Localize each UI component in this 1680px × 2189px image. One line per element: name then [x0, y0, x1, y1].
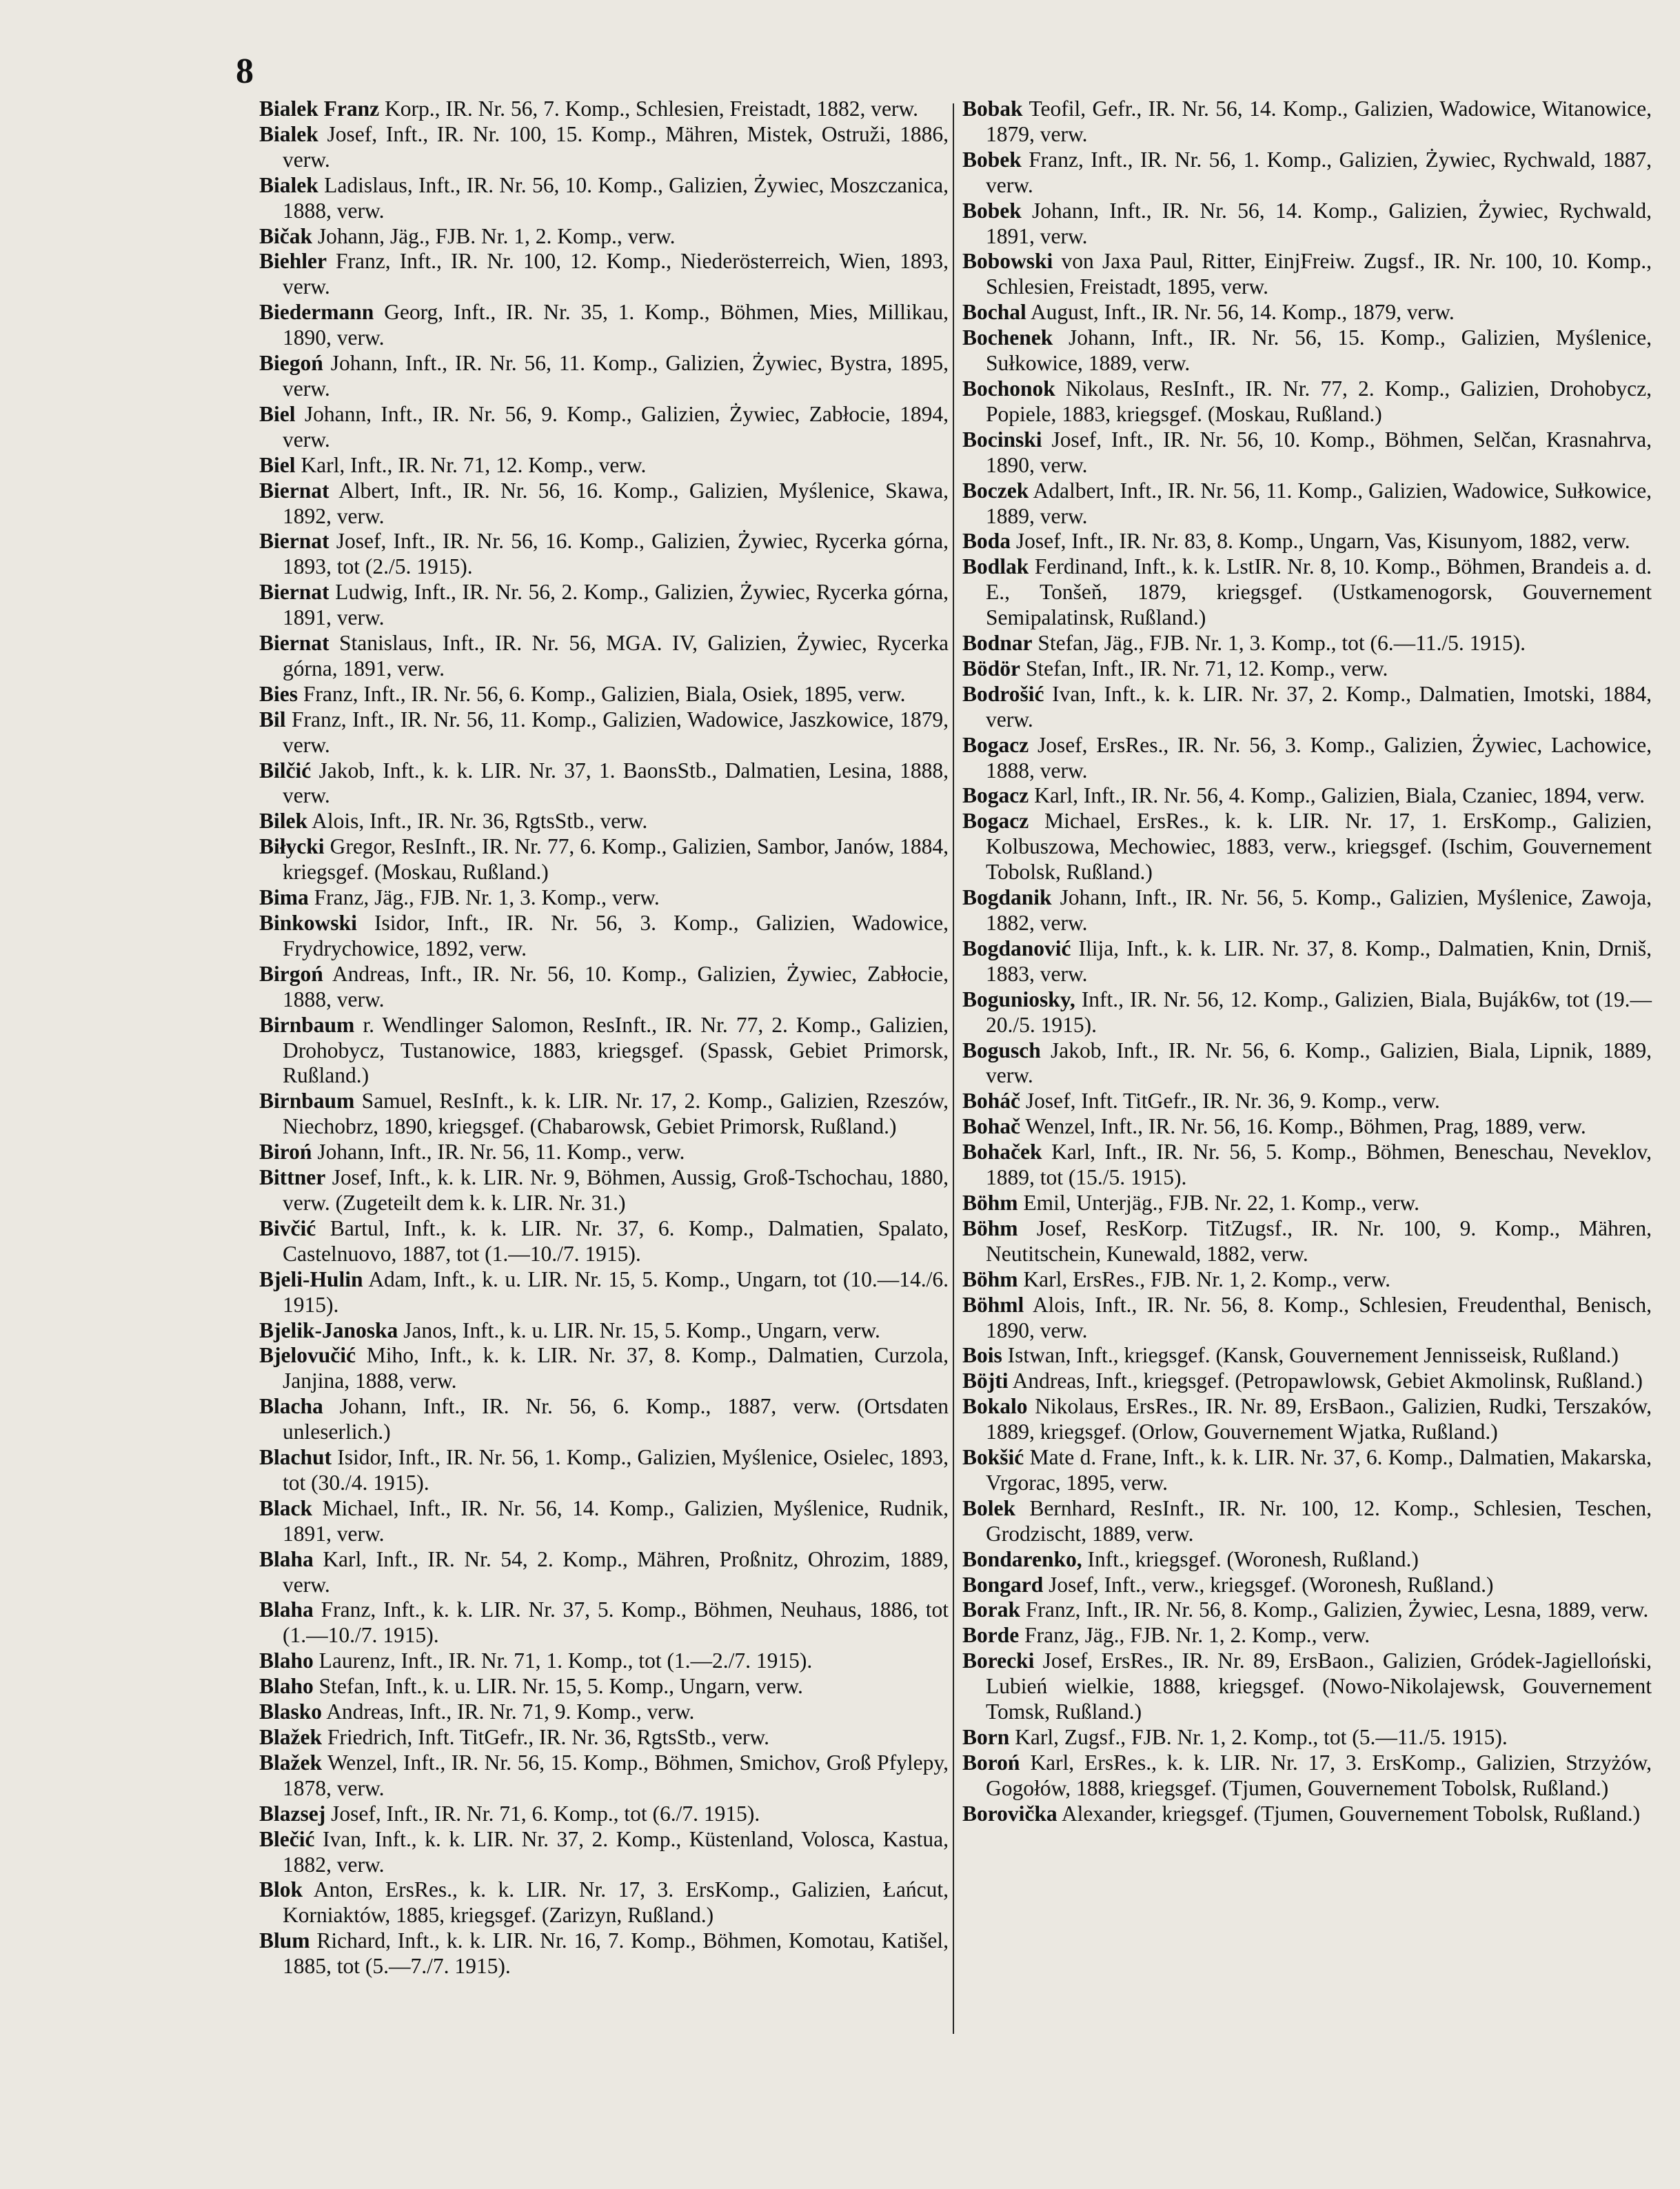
- entry-text: Friedrich, Inft. TitGefr., IR. Nr. 36, RgtsStb., verw.: [327, 1725, 769, 1749]
- entry-name: Bobek: [962, 147, 1022, 172]
- list-item: [962, 1293, 1652, 1344]
- list-item: [962, 631, 1652, 656]
- list-item: [962, 1445, 1652, 1496]
- list-item: [259, 631, 949, 682]
- entry-text: Adalbert, Inft., IR. Nr. 56, 11. Komp., Galizien, Wadowice, Sułkowice, 1889, verw.: [986, 478, 1652, 528]
- entry-text: Ferdinand, Inft., k. k. LstIR. Nr. 8, 10. Komp., Böhmen, Brandeis a. d. E., Tonšeň, 1879, kriegsgef. (Ustkamenogorsk, Gouvernement Semipalatinsk, Rußland.): [986, 554, 1652, 630]
- entry-name: Blečić: [259, 1826, 315, 1851]
- entry-text: Karl, Inft., IR. Nr. 56, 4. Komp., Galizien, Biala, Czaniec, 1894, verw.: [1034, 783, 1645, 808]
- entry-text: Ivan, Inft., k. k. LIR. Nr. 37, 2. Komp., Dalmatien, Imotski, 1884, verw.: [986, 681, 1652, 732]
- entry-name: Boháč: [962, 1089, 1021, 1113]
- list-item: [259, 1597, 949, 1648]
- entry-name: Bois: [962, 1343, 1002, 1368]
- entry-text: Josef, ErsRes., IR. Nr. 89, ErsBaon., Galizien, Gródek-Jagielloński, Lubień wielkie, 1888, kriegsgef. (Nowo-Nikolajewsk, Gouvernement Tomsk, Rußland.): [986, 1648, 1652, 1724]
- list-item: [259, 224, 949, 250]
- entry-text: Nikolaus, ResInft., IR. Nr. 77, 2. Komp., Galizien, Drohobycz, Popiele, 1883, kriegsgef. (Moskau, Rußland.): [986, 376, 1652, 426]
- entry-text: Jakob, Inft., IR. Nr. 56, 6. Komp., Galizien, Biala, Lipnik, 1889, verw.: [986, 1038, 1652, 1088]
- entry-text: Johann, Inft., IR. Nr. 56, 5. Komp., Galizien, Myślenice, Zawoja, 1882, verw.: [986, 885, 1652, 935]
- entry-text: Alois, Inft., IR. Nr. 56, 8. Komp., Schlesien, Freudenthal, Benisch, 1890, verw.: [986, 1292, 1652, 1342]
- entry-name: Bialek Franz: [259, 97, 380, 121]
- entry-name: Blum: [259, 1928, 310, 1953]
- entry-name: Bodlak: [962, 554, 1029, 579]
- list-item: [962, 1597, 1652, 1623]
- entry-text: Samuel, ResInft., k. k. LIR. Nr. 17, 2. Komp., Galizien, Rzeszów, Niechobrz, 1890, kriegsgef. (Chabarowsk, Gebiet Primorsk, Rußland.): [283, 1089, 949, 1139]
- list-item: [259, 1699, 949, 1725]
- entry-text: Nikolaus, ErsRes., IR. Nr. 89, ErsBaon., Galizien, Rudki, Terszaków, 1889, kriegsgef. (Orlow, Gouvernement Wjatka, Rußland.): [986, 1394, 1652, 1444]
- entry-name: Bodrošić: [962, 681, 1044, 706]
- list-item: [259, 809, 949, 834]
- list-item: [259, 1674, 949, 1699]
- entry-text: Andreas, Inft., IR. Nr. 71, 9. Komp., verw.: [326, 1699, 695, 1724]
- entry-text: Johann, Inft., IR. Nr. 56, 9. Komp., Galizien, Żywiec, Zabłocie, 1894, verw.: [283, 401, 949, 452]
- list-item: [259, 1802, 949, 1827]
- list-item: [962, 148, 1652, 199]
- entry-name: Blacha: [259, 1394, 323, 1419]
- entry-name: Bjeli-Hulin: [259, 1267, 363, 1291]
- entry-name: Biegoń: [259, 351, 323, 376]
- list-item: [259, 1394, 949, 1445]
- entry-text: Teofil, Gefr., IR. Nr. 56, 14. Komp., Galizien, Wadowice, Witanowice, 1879, verw.: [986, 97, 1652, 146]
- entry-name: Blazsej: [259, 1801, 326, 1826]
- entry-name: Biernat: [259, 529, 330, 554]
- entry-text: Johann, Inft., IR. Nr. 56, 11. Komp., Galizien, Żywiec, Bystra, 1895, verw.: [283, 351, 949, 401]
- list-item: [962, 1114, 1652, 1140]
- entry-text: Franz, Inft., IR. Nr. 56, 8. Komp., Galizien, Żywiec, Lesna, 1889, verw.: [1025, 1597, 1649, 1622]
- entry-name: Bialek: [259, 121, 318, 146]
- entry-name: Borovička: [962, 1801, 1057, 1826]
- entry-text: Jakob, Inft., k. k. LIR. Nr. 37, 1. BaonsStb., Dalmatien, Lesina, 1888, verw.: [283, 758, 949, 808]
- entry-name: Borde: [962, 1623, 1020, 1648]
- list-item: [962, 1140, 1652, 1191]
- list-item: [259, 580, 949, 631]
- entry-name: Blaha: [259, 1597, 314, 1622]
- list-item: [962, 1267, 1652, 1293]
- list-item: [259, 402, 949, 453]
- list-item: [259, 122, 949, 173]
- entry-name: Bittner: [259, 1165, 326, 1190]
- entry-text: Karl, Inft., IR. Nr. 54, 2. Komp., Mähren, Proßnitz, Ohrozim, 1889, verw.: [283, 1546, 949, 1597]
- entry-text: Karl, Inft., IR. Nr. 71, 12. Komp., verw.: [301, 452, 647, 477]
- list-item: [962, 885, 1652, 936]
- entry-name: Böhm: [962, 1190, 1018, 1215]
- entry-name: Blaha: [259, 1546, 314, 1571]
- entry-text: Istwan, Inft., kriegsgef. (Kansk, Gouvernement Jennisseisk, Rußland.): [1007, 1343, 1619, 1368]
- entry-name: Borak: [962, 1597, 1021, 1622]
- entry-name: Bičak: [259, 223, 313, 248]
- list-item: [962, 809, 1652, 885]
- list-item: [259, 1547, 949, 1598]
- list-item: [259, 1751, 949, 1802]
- entry-text: Adam, Inft., k. u. LIR. Nr. 15, 5. Komp., Ungarn, tot (10.—14./6. 1915).: [283, 1267, 949, 1317]
- entry-text: Isidor, Inft., IR. Nr. 56, 1. Komp., Galizien, Myślenice, Osielec, 1893, tot (30./4. 1915).: [283, 1445, 949, 1495]
- entry-text: Stefan, Inft., IR. Nr. 71, 12. Komp., verw.: [1025, 656, 1388, 680]
- list-item: [259, 1445, 949, 1496]
- entry-text: Mate d. Frane, Inft., k. k. LIR. Nr. 37, 6. Komp., Dalmatien, Makarska, Vrgorac, 1895, verw.: [986, 1445, 1652, 1495]
- list-item: [259, 1725, 949, 1751]
- entry-text: Karl, Inft., IR. Nr. 56, 5. Komp., Böhmen, Beneschau, Neveklov, 1889, tot (15./5. 1915).: [986, 1140, 1652, 1190]
- entry-text: Josef, Inft., IR. Nr. 83, 8. Komp., Ungarn, Vas, Kisunyom, 1882, verw.: [1015, 529, 1630, 554]
- entry-text: Wenzel, Inft., IR. Nr. 56, 15. Komp., Böhmen, Smichov, Groß Pfylepy, 1878, verw.: [283, 1750, 949, 1800]
- entry-text: Stefan, Jäg., FJB. Nr. 1, 3. Komp., tot (6.—11./5. 1915).: [1038, 631, 1526, 656]
- entry-text: Josef, Inft., IR. Nr. 56, 10. Komp., Böhmen, Selčan, Krasnahrva, 1890, verw.: [986, 427, 1652, 477]
- list-item: [962, 1623, 1652, 1648]
- entry-name: Biernat: [259, 631, 330, 656]
- entry-name: Bongard: [962, 1572, 1044, 1597]
- list-item: [259, 758, 949, 809]
- entry-text: Ladislaus, Inft., IR. Nr. 56, 10. Komp., Galizien, Żywiec, Moszczanica, 1888, verw.: [283, 172, 949, 223]
- entry-text: Karl, Zugsf., FJB. Nr. 1, 2. Komp., tot (5.—11./5. 1915).: [1015, 1725, 1508, 1749]
- entry-text: Miho, Inft., k. k. LIR. Nr. 37, 8. Komp., Dalmatien, Curzola, Janjina, 1888, verw.: [283, 1343, 949, 1393]
- list-item: [259, 1648, 949, 1674]
- list-item: [962, 554, 1652, 631]
- entry-name: Bocinski: [962, 427, 1042, 452]
- list-item: [259, 529, 949, 580]
- entry-name: Blažek: [259, 1750, 322, 1775]
- list-item: [259, 911, 949, 962]
- list-item: [962, 1191, 1652, 1216]
- list-item: [259, 1928, 949, 1979]
- entry-name: Bödör: [962, 656, 1021, 680]
- list-item: [962, 1725, 1652, 1751]
- entry-name: Bochenek: [962, 325, 1053, 350]
- entry-name: Bogdanović: [962, 936, 1071, 960]
- entry-name: Blachut: [259, 1445, 332, 1470]
- list-item: [962, 1343, 1652, 1369]
- entry-name: Biłycki: [259, 834, 325, 859]
- entry-name: Boczek: [962, 478, 1029, 503]
- entry-text: Gregor, ResInft., IR. Nr. 77, 6. Komp., Galizien, Sambor, Janów, 1884, kriegsgef. (Moskau, Rußland.): [283, 834, 949, 885]
- entry-text: Josef, Inft. TitGefr., IR. Nr. 36, 9. Komp., verw.: [1025, 1089, 1440, 1113]
- entry-name: Bialek: [259, 172, 318, 197]
- entry-name: Blok: [259, 1877, 303, 1902]
- entry-name: Blaho: [259, 1674, 314, 1699]
- entry-name: Boroń: [962, 1750, 1020, 1775]
- entry-text: Janos, Inft., k. u. LIR. Nr. 15, 5. Komp., Ungarn, verw.: [403, 1318, 880, 1342]
- entry-name: Böhm: [962, 1267, 1018, 1291]
- entry-name: Bogdanik: [962, 885, 1052, 910]
- list-item: [962, 1496, 1652, 1547]
- entry-text: Franz, Inft., IR. Nr. 56, 6. Komp., Galizien, Biala, Osiek, 1895, verw.: [303, 681, 906, 706]
- entry-text: Johann, Inft., IR. Nr. 56, 14. Komp., Galizien, Żywiec, Rychwald, 1891, verw.: [986, 198, 1652, 248]
- entry-name: Bogacz: [962, 809, 1029, 834]
- entry-text: Stefan, Inft., k. u. LIR. Nr. 15, 5. Komp., Ungarn, verw.: [318, 1674, 803, 1699]
- entry-text: Albert, Inft., IR. Nr. 56, 16. Komp., Galizien, Myślenice, Skawa, 1892, verw.: [283, 478, 949, 528]
- list-item: [962, 199, 1652, 250]
- entry-name: Bjelovučić: [259, 1343, 356, 1368]
- entry-text: August, Inft., IR. Nr. 56, 14. Komp., 1879, verw.: [1030, 300, 1455, 325]
- entry-text: Ivan, Inft., k. k. LIR. Nr. 37, 2. Komp., Küstenland, Volosca, Kastua, 1882, verw.: [283, 1826, 949, 1877]
- entry-text: Korp., IR. Nr. 56, 7. Komp., Schlesien, Freistadt, 1882, verw.: [385, 97, 918, 121]
- entry-name: Bobak: [962, 97, 1023, 121]
- entry-text: Franz, Inft., k. k. LIR. Nr. 37, 5. Komp., Böhmen, Neuhaus, 1886, tot (1.—10./7. 1915).: [283, 1597, 949, 1648]
- entry-name: Blaho: [259, 1648, 314, 1673]
- entry-text: Karl, ErsRes., k. k. LIR. Nr. 17, 3. ErsKomp., Galizien, Strzyżów, Gogołów, 1888, kriegsgef. (Tjumen, Gouvernement Tobolsk, Rußland.): [986, 1750, 1652, 1800]
- entry-name: Bondarenko,: [962, 1546, 1082, 1571]
- entry-name: Bogacz: [962, 732, 1029, 757]
- entry-text: Karl, ErsRes., FJB. Nr. 1, 2. Komp., verw.: [1023, 1267, 1390, 1291]
- entry-name: Biel: [259, 401, 296, 426]
- entry-text: von Jaxa Paul, Ritter, EinjFreiw. Zugsf., IR. Nr. 100, 10. Komp., Schlesien, Freistadt, 1895, verw.: [986, 249, 1652, 299]
- list-item: [962, 300, 1652, 325]
- entry-name: Born: [962, 1725, 1010, 1749]
- entry-name: Boda: [962, 529, 1011, 554]
- list-item: [259, 173, 949, 224]
- list-item: [259, 453, 949, 478]
- list-item: [962, 1573, 1652, 1598]
- right-column: [962, 97, 1652, 1827]
- entry-text: Josef, Inft., IR. Nr. 100, 15. Komp., Mähren, Mistek, Ostruži, 1886, verw.: [283, 121, 949, 172]
- list-item: [962, 1751, 1652, 1802]
- entry-text: Franz, Jäg., FJB. Nr. 1, 3. Komp., verw.: [314, 885, 660, 910]
- entry-name: Bies: [259, 681, 298, 706]
- left-column: [259, 97, 949, 1979]
- column-divider: [953, 103, 954, 2034]
- entry-name: Biel: [259, 452, 296, 477]
- entry-text: Josef, Inft., k. k. LIR. Nr. 9, Böhmen, Aussig, Groß-Tschochau, 1880, verw. (Zugeteilt dem k. k. LIR. Nr. 31.): [283, 1165, 949, 1215]
- entry-text: Franz, Inft., IR. Nr. 56, 1. Komp., Galizien, Żywiec, Rychwald, 1887, verw.: [986, 147, 1652, 197]
- entry-text: Georg, Inft., IR. Nr. 35, 1. Komp., Böhmen, Mies, Millikau, 1890, verw.: [283, 300, 949, 350]
- entry-text: Ilija, Inft., k. k. LIR. Nr. 37, 8. Komp., Dalmatien, Knin, Drniš, 1883, verw.: [986, 936, 1652, 986]
- entry-text: Johann, Inft., IR. Nr. 56, 11. Komp., verw.: [317, 1140, 685, 1164]
- entry-name: Bil: [259, 707, 286, 732]
- list-item: [259, 1496, 949, 1547]
- entry-text: Richard, Inft., k. k. LIR. Nr. 16, 7. Komp., Böhmen, Komotau, Katišel, 1885, tot (5.—7./7. 1915).: [283, 1928, 949, 1979]
- entry-name: Biernat: [259, 478, 330, 503]
- entry-name: Bochal: [962, 300, 1026, 325]
- entry-text: Franz, Inft., IR. Nr. 56, 11. Komp., Galizien, Wadowice, Jaszkowice, 1879, verw.: [283, 707, 949, 757]
- entry-name: Bohač: [962, 1114, 1021, 1139]
- list-item: [259, 1089, 949, 1140]
- list-item: [259, 249, 949, 300]
- entry-name: Blasko: [259, 1699, 323, 1724]
- entry-text: Johann, Inft., IR. Nr. 56, 6. Komp., 1887, verw. (Ortsdaten unleserlich.): [283, 1394, 949, 1444]
- entry-name: Bochonok: [962, 376, 1055, 401]
- list-item: [259, 1877, 949, 1928]
- list-item: [259, 1140, 949, 1165]
- entry-text: Josef, Inft., IR. Nr. 56, 16. Komp., Galizien, Żywiec, Rycerka górna, 1893, tot (2./5. 1915).: [283, 529, 949, 579]
- list-item: [259, 1216, 949, 1267]
- entry-text: Josef, ErsRes., IR. Nr. 56, 3. Komp., Galizien, Żywiec, Lachowice, 1888, verw.: [986, 732, 1652, 783]
- entry-text: Alois, Inft., IR. Nr. 36, RgtsStb., verw.: [312, 809, 648, 834]
- list-item: [259, 1827, 949, 1878]
- entry-text: Josef, ResKorp. TitZugsf., IR. Nr. 100, 9. Komp., Mähren, Neutitschein, Kunewald, 1882, verw.: [986, 1215, 1652, 1266]
- entry-name: Bokšić: [962, 1445, 1024, 1470]
- entry-name: Bima: [259, 885, 309, 910]
- list-item: [962, 427, 1652, 478]
- entry-name: Boguniosky,: [962, 987, 1075, 1011]
- list-item: [962, 529, 1652, 554]
- entry-name: Bogacz: [962, 783, 1029, 808]
- list-item: [259, 1318, 949, 1344]
- list-item: [962, 249, 1652, 300]
- list-item: [962, 97, 1652, 148]
- entry-text: Andreas, Inft., kriegsgef. (Petropawlowsk, Gebiet Akmolinsk, Rußland.): [1012, 1369, 1643, 1393]
- list-item: [962, 1216, 1652, 1267]
- entry-name: Bogusch: [962, 1038, 1041, 1062]
- list-item: [259, 478, 949, 529]
- entry-name: Bilek: [259, 809, 308, 834]
- entry-name: Binkowski: [259, 911, 357, 935]
- entry-text: Michael, ErsRes., k. k. LIR. Nr. 17, 1. ErsKomp., Galizien, Kolbuszowa, Mechowiec, 1883, verw., kriegsgef. (Ischim, Gouvernement Tobolsk, Rußland.): [986, 809, 1652, 885]
- entry-name: Bjelik-Janoska: [259, 1318, 398, 1342]
- entry-text: Stanislaus, Inft., IR. Nr. 56, MGA. IV, Galizien, Żywiec, Rycerka górna, 1891, verw.: [283, 631, 949, 680]
- entry-name: Black: [259, 1495, 313, 1520]
- list-item: [259, 1267, 949, 1318]
- entry-name: Bobek: [962, 198, 1022, 223]
- entry-text: Josef, Inft., verw., kriegsgef. (Woronesh, Rußland.): [1049, 1572, 1494, 1597]
- entry-text: Johann, Inft., IR. Nr. 56, 15. Komp., Galizien, Myślenice, Sułkowice, 1889, verw.: [986, 325, 1652, 376]
- list-item: [962, 478, 1652, 529]
- list-item: [259, 962, 949, 1013]
- entry-name: Bilčić: [259, 758, 312, 783]
- list-item: [962, 1802, 1652, 1827]
- entry-name: Böjti: [962, 1369, 1009, 1393]
- entry-text: Inft., IR. Nr. 56, 12. Komp., Galizien, Biala, Buják6w, tot (19.—20./5. 1915).: [986, 987, 1652, 1037]
- entry-name: Birnbaum: [259, 1012, 355, 1037]
- list-item: [962, 682, 1652, 733]
- entry-name: Bolek: [962, 1495, 1016, 1520]
- entry-text: Anton, ErsRes., k. k. LIR. Nr. 17, 3. ErsKomp., Galizien, Łańcut, Korniaktów, 1885, kriegsgef. (Zarizyn, Rußland.): [283, 1877, 949, 1928]
- entry-text: Franz, Inft., IR. Nr. 100, 12. Komp., Niederösterreich, Wien, 1893, verw.: [283, 249, 949, 299]
- entry-name: Biernat: [259, 580, 330, 605]
- list-item: [962, 783, 1652, 809]
- entry-text: Bartul, Inft., k. k. LIR. Nr. 37, 6. Komp., Dalmatien, Spalato, Castelnuovo, 1887, tot (1.—10./7. 1915).: [283, 1215, 949, 1266]
- entry-name: Bokalo: [962, 1394, 1028, 1419]
- list-item: [962, 936, 1652, 987]
- entry-text: Michael, Inft., IR. Nr. 56, 14. Komp., Galizien, Myślenice, Rudnik, 1891, verw.: [283, 1495, 949, 1546]
- entry-name: Biroń: [259, 1140, 312, 1164]
- list-item: [962, 1648, 1652, 1725]
- entry-name: Bivčić: [259, 1215, 316, 1240]
- entry-text: r. Wendlinger Salomon, ResInft., IR. Nr. 77, 2. Komp., Galizien, Drohobycz, Tustanowice, 1883, kriegsgef. (Spassk, Gebiet Primorsk, Rußland.): [283, 1012, 949, 1088]
- entry-text: Johann, Jäg., FJB. Nr. 1, 2. Komp., verw.: [317, 223, 676, 248]
- list-item: [962, 656, 1652, 682]
- entry-text: Andreas, Inft., IR. Nr. 56, 10. Komp., Galizien, Żywiec, Zabłocie, 1888, verw.: [283, 961, 949, 1011]
- entry-name: Birgoń: [259, 961, 323, 986]
- entry-name: Bodnar: [962, 631, 1033, 656]
- entry-text: Franz, Jäg., FJB. Nr. 1, 2. Komp., verw.: [1024, 1623, 1370, 1648]
- entry-name: Borecki: [962, 1648, 1035, 1673]
- entry-name: Bobowski: [962, 249, 1053, 274]
- list-item: [259, 682, 949, 707]
- entry-text: Wenzel, Inft., IR. Nr. 56, 16. Komp., Böhmen, Prag, 1889, verw.: [1025, 1114, 1586, 1139]
- list-item: [259, 97, 949, 122]
- entry-text: Bernhard, ResInft., IR. Nr. 100, 12. Komp., Schlesien, Teschen, Grodzischt, 1889, verw.: [986, 1495, 1652, 1546]
- entry-text: Ludwig, Inft., IR. Nr. 56, 2. Komp., Galizien, Żywiec, Rycerka górna, 1891, verw.: [283, 580, 949, 630]
- list-item: [259, 351, 949, 402]
- list-item: [259, 1165, 949, 1216]
- entry-name: Birnbaum: [259, 1089, 355, 1113]
- list-item: [259, 885, 949, 911]
- entry-name: Blažek: [259, 1725, 322, 1749]
- page-number: 8: [236, 52, 254, 91]
- entry-text: Josef, Inft., IR. Nr. 71, 6. Komp., tot (6./7. 1915).: [331, 1801, 760, 1826]
- entry-text: Laurenz, Inft., IR. Nr. 71, 1. Komp., tot (1.—2./7. 1915).: [318, 1648, 813, 1673]
- list-item: [962, 376, 1652, 427]
- entry-name: Bohaček: [962, 1140, 1042, 1164]
- entry-name: Böhm: [962, 1215, 1018, 1240]
- list-item: [962, 1038, 1652, 1089]
- entry-name: Böhml: [962, 1292, 1024, 1317]
- list-item: [259, 834, 949, 885]
- entry-name: Biehler: [259, 249, 327, 274]
- list-item: [962, 325, 1652, 376]
- list-item: [962, 1369, 1652, 1394]
- list-item: [259, 707, 949, 758]
- entry-text: Isidor, Inft., IR. Nr. 56, 3. Komp., Galizien, Wadowice, Frydrychowice, 1892, verw.: [283, 911, 949, 960]
- entry-text: Inft., kriegsgef. (Woronesh, Rußland.): [1087, 1546, 1419, 1571]
- list-item: [962, 1089, 1652, 1114]
- list-item: [962, 733, 1652, 784]
- list-item: [259, 1013, 949, 1089]
- entry-text: Emil, Unterjäg., FJB. Nr. 22, 1. Komp., verw.: [1023, 1190, 1419, 1215]
- list-item: [259, 1343, 949, 1394]
- list-item: [962, 1547, 1652, 1573]
- list-item: [962, 1394, 1652, 1445]
- entry-text: Alexander, kriegsgef. (Tjumen, Gouvernement Tobolsk, Rußland.): [1061, 1801, 1641, 1826]
- entry-name: Biedermann: [259, 300, 374, 325]
- list-item: [259, 300, 949, 351]
- list-item: [962, 987, 1652, 1038]
